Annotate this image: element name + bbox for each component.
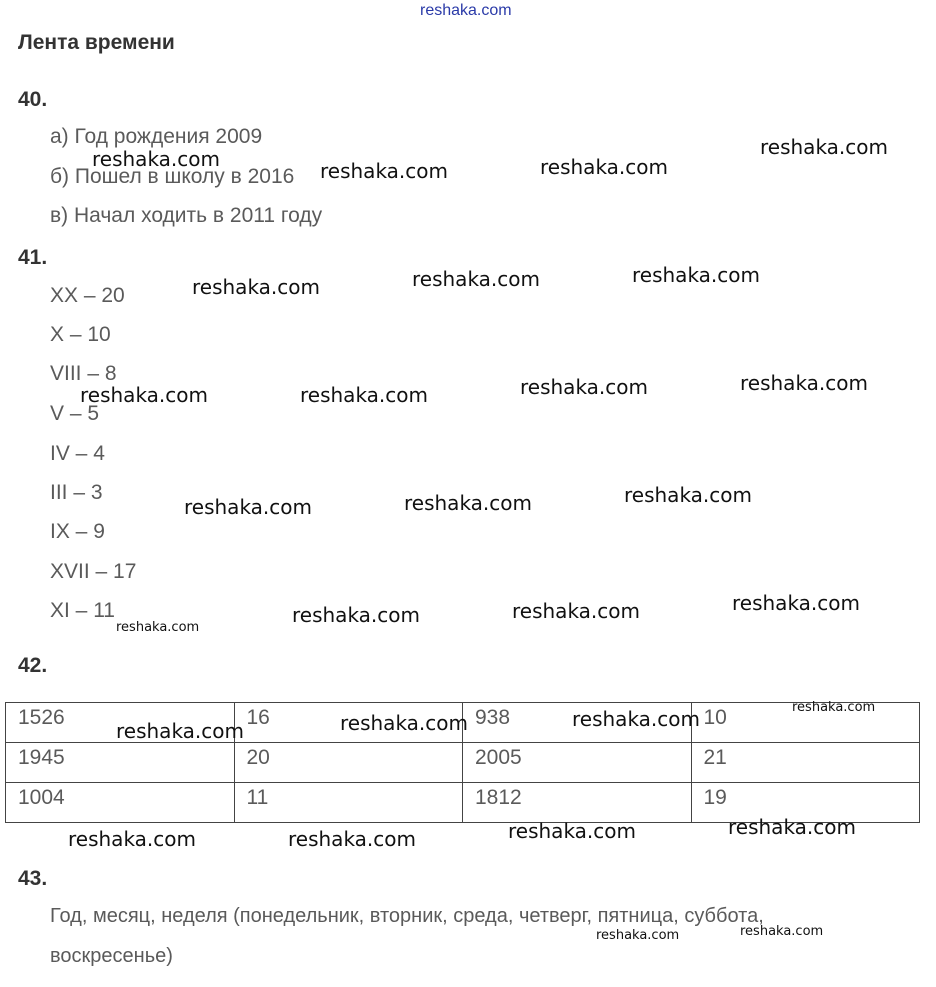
table-cell: 19 <box>691 783 920 823</box>
watermark: reshaka.com <box>728 815 856 839</box>
watermark: reshaka.com <box>92 147 220 171</box>
watermark: reshaka.com <box>624 483 752 507</box>
watermark: reshaka.com <box>292 603 420 627</box>
table-cell: 2005 <box>463 743 692 783</box>
task-41-line: IV – 4 <box>50 442 105 465</box>
task-40-line-b: б) Пошел в школу в 2016 <box>50 165 295 188</box>
watermark: reshaka.com <box>68 827 196 851</box>
table-cell: 21 <box>691 743 920 783</box>
task-41-line: IX – 9 <box>50 520 105 543</box>
table-cell: 938 <box>463 703 692 743</box>
task-43-line: воскресенье) <box>50 945 173 967</box>
watermark: reshaka.com <box>404 491 532 515</box>
task-41-line: III – 3 <box>50 481 103 504</box>
table-row <box>6 743 920 783</box>
task-41-line: XVII – 17 <box>50 560 137 583</box>
watermark: reshaka.com <box>508 819 636 843</box>
table-cell: 10 <box>691 703 920 743</box>
watermark: reshaka.com <box>288 827 416 851</box>
watermark: reshaka.com <box>520 375 648 399</box>
watermark: reshaka.com <box>300 383 428 407</box>
table-cell: 1812 <box>463 783 692 823</box>
task-40-line-c: в) Начал ходить в 2011 году <box>50 204 323 227</box>
task-41-number: 41. <box>18 246 48 269</box>
watermark: reshaka.com <box>792 700 876 715</box>
watermark: reshaka.com <box>632 263 760 287</box>
header-watermark: reshaka.com <box>420 2 512 19</box>
table-cell: 20 <box>234 743 463 783</box>
watermark: reshaka.com <box>760 135 888 159</box>
page-title: Лента времени <box>18 31 175 54</box>
watermark: reshaka.com <box>740 371 868 395</box>
table-cell: 16 <box>234 703 463 743</box>
watermark: reshaka.com <box>116 620 200 635</box>
watermark: reshaka.com <box>184 495 312 519</box>
watermark: reshaka.com <box>540 155 668 179</box>
watermark: reshaka.com <box>412 267 540 291</box>
watermark: reshaka.com <box>596 928 680 943</box>
table-cell: 1945 <box>6 743 235 783</box>
watermark: reshaka.com <box>512 599 640 623</box>
task-42-number: 42. <box>18 654 48 677</box>
watermark: reshaka.com <box>116 719 244 743</box>
watermark: reshaka.com <box>320 159 448 183</box>
task-41-line: V – 5 <box>50 402 100 425</box>
task-41-line: VIII – 8 <box>50 362 117 385</box>
task-41-line: XI – 11 <box>50 599 115 622</box>
task-40-number: 40. <box>18 88 48 111</box>
watermark: reshaka.com <box>572 707 700 731</box>
table-cell: 1004 <box>6 783 235 823</box>
task-41-line: X – 10 <box>50 323 111 346</box>
task-40-line-a: а) Год рождения 2009 <box>50 125 263 148</box>
watermark: reshaka.com <box>192 275 320 299</box>
watermark: reshaka.com <box>740 924 824 939</box>
table-cell: 1526 <box>6 703 235 743</box>
watermark: reshaka.com <box>340 711 468 735</box>
watermark: reshaka.com <box>80 383 208 407</box>
watermark: reshaka.com <box>732 591 860 615</box>
task-43-line: Год, месяц, неделя (понедельник, вторник, среда, четверг, пятница, суббота, <box>50 905 764 927</box>
task-41-line: XX – 20 <box>50 284 125 307</box>
task-43-number: 43. <box>18 867 48 890</box>
table-cell: 11 <box>234 783 463 823</box>
